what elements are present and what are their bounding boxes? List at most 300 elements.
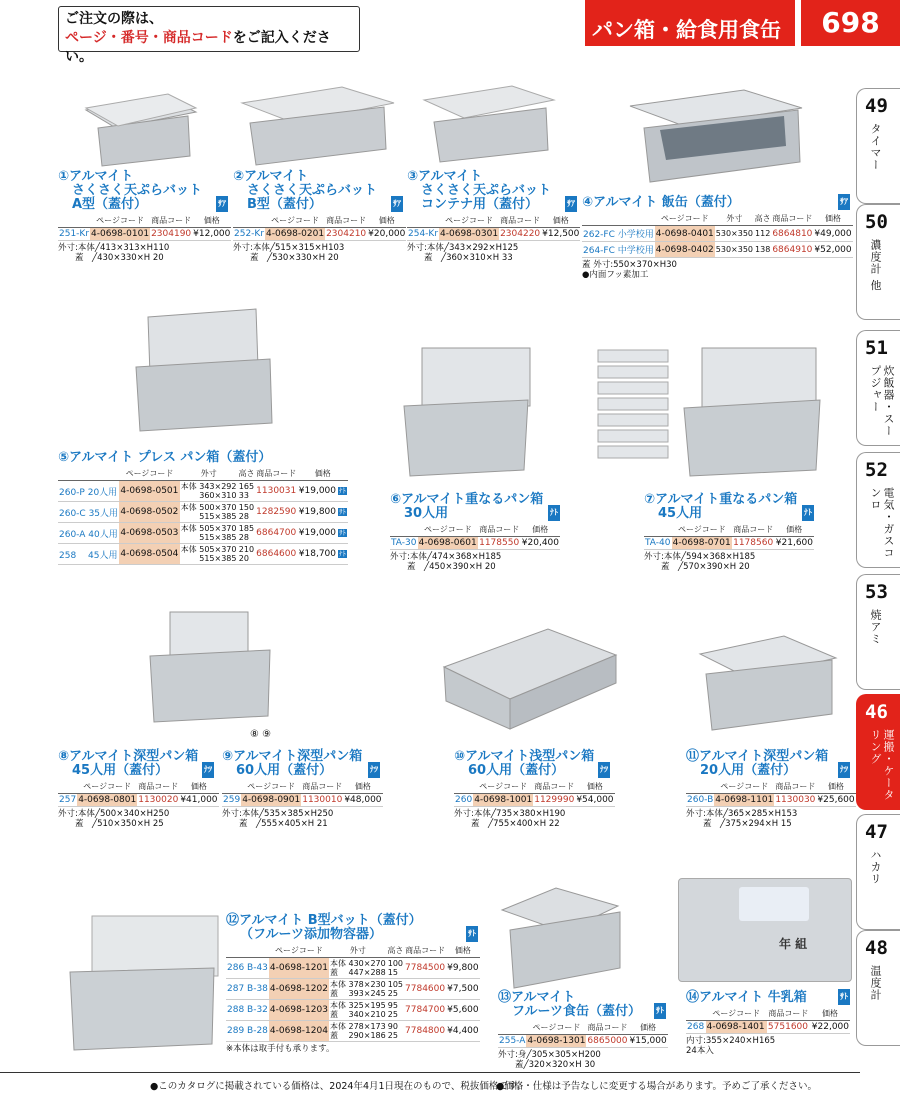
table-header: 商品コード [325,214,367,228]
table-cell: 7784500 [404,958,446,979]
table-header [686,1007,706,1021]
table-cell: 260-A 40人用 [58,523,119,544]
table-header: 高さ [238,467,255,481]
table-cell: 264-FC 中学校用 [582,242,655,258]
product-image-2 [238,65,398,169]
table-header: 商品コード [586,1021,628,1035]
table-header [454,780,473,794]
sidebar-tab-53[interactable] [856,574,900,690]
table-cell: 262-FC 小学校用 [582,226,655,242]
table-header: 商品コード [137,780,179,794]
product-title: ⑫アルマイト B型バット（蓋付） （フルーツ添加物容器） ｻﾄ [226,913,476,942]
supplier-badge: ｻｱ [391,196,403,212]
product-table [582,212,853,258]
table-cell: 1130010 [302,795,343,805]
table-cell: 258 45人用 [58,544,119,565]
table-cell: 1129990 [534,795,575,805]
table-cell: 251-Kr [59,229,90,239]
order-note-red: ページ・番号・商品コード [65,30,233,46]
table-header: 商品コード [771,212,813,226]
table-cell: 112 [754,226,771,242]
sidebar-tab-number: 51 [865,337,888,359]
table-header: ページコード [418,523,478,537]
product-table [407,214,580,241]
table-cell: 1178560 [733,538,774,548]
table-cell: 150 28 [238,503,255,521]
product-image-11 [692,632,842,734]
product-image-1 [78,72,204,167]
table-cell: ¥7,500 [446,979,480,1000]
product-spec: 外寸:本体╱474×368×H185 蓋 ╱450×390×H 20 [390,552,502,572]
product-table [454,780,615,807]
product-table [390,523,560,550]
sidebar-tab-label: 温度計 [869,965,882,1001]
table-cell: 6864700 [255,523,297,544]
table-cell: 90 25 [387,1021,404,1042]
product-table [58,214,231,241]
product-table [58,467,348,565]
product-image-3 [420,66,558,166]
table-row [226,1000,480,1021]
table-row [226,1021,480,1042]
table-header [582,212,655,226]
table-header: 外寸 [180,467,238,481]
product-table [222,780,383,807]
sidebar-tab-52[interactable] [856,452,900,568]
product-title: ⑬アルマイト フルーツ食缶（蓋付） ｻﾄ [498,990,664,1019]
table-header: ページコード [119,467,179,481]
table-header: 価格 [541,214,580,228]
table-cell: 210 20 [238,545,255,563]
product-image-7b [680,342,830,484]
product-spec: 外寸:本体╱500×340×H250 蓋 ╱510×350×H 25 [58,809,170,829]
table-cell: 138 [754,242,771,258]
table-cell: 4-0698-0504 [119,544,179,565]
table-header: 商品コード [255,467,297,481]
table-cell: ¥49,000 [813,226,852,242]
table-header: ページコード [672,523,732,537]
table-row [58,228,231,241]
sidebar-tab-number: 49 [865,95,888,117]
product-table [644,523,814,550]
table-row [407,228,580,241]
table-cell: 4-0698-0502 [119,502,179,523]
table-header: 価格 [816,780,855,794]
table-row [58,544,348,565]
product-title: ④アルマイト 飯缶（蓋付） ｻｱ [582,195,848,210]
item-4 [582,196,850,280]
table-cell: 530×350 [715,226,754,242]
product-title: ⑤アルマイト プレス パン箱（蓋付） [58,450,272,465]
table-cell: ¥4,400 [446,1021,480,1042]
order-note [58,6,360,65]
table-cell: 1130031 [255,481,297,502]
table-cell: 268 [687,1022,705,1032]
table-row [454,794,615,807]
table-header: 価格 [367,214,406,228]
table-cell: 530×350 [715,242,754,258]
item-13 [498,991,666,1070]
table-cell: TA-30 [391,538,417,548]
table-cell: 4-0698-0901 [242,795,301,805]
table-cell: ¥20,000 [368,229,406,239]
sidebar-tab-number: 47 [865,821,888,843]
product-table [498,1021,668,1048]
table-header: 価格 [446,944,480,958]
supplier-badge: ｻﾄ [339,508,346,516]
supplier-badge: ｻﾄ [339,529,346,537]
order-note-line1: ご注文の際は、 [65,11,163,27]
table-cell: 4-0698-1204 [269,1021,329,1042]
item-2 [233,169,406,263]
product-title: ⑩アルマイト浅型パン箱 60人用（蓋付） ﾅﾂ [454,749,608,778]
item-8 [58,749,218,829]
table-header: ページコード [706,1007,767,1021]
table-cell: 2304210 [326,229,367,239]
product-table [233,214,406,241]
item-7 [644,493,814,572]
table-cell: 260-P 20人用 [58,481,119,502]
supplier-badge: ｻﾄ [838,989,850,1005]
table-cell: 4-0698-1401 [706,1021,767,1034]
table-header [58,214,90,228]
product-spec: 外寸:本体╱343×292×H125 蓋 ╱360×310×H 33 [407,243,519,263]
table-cell: 165 33 [238,482,255,500]
table-header [58,467,119,481]
table-cell: 本体 505×370 515×385 [180,524,237,542]
table-cell: 105 25 [387,980,404,998]
table-cell: 1130020 [138,795,179,805]
table-header [686,780,714,794]
product-title: ③アルマイト さくさく天ぷらバット コンテナ用（蓋付） ｻｱ [407,169,575,212]
table-row [644,537,814,550]
supplier-badge: ｻﾄ [654,1003,666,1019]
sidebar-tab-46[interactable] [856,694,900,810]
category-title: パン箱・給食用食缶 [585,0,795,46]
table-cell: 288 B-32 [226,1000,269,1021]
table-cell: ¥25,600 [817,795,855,805]
table-cell: ¥9,800 [446,958,480,979]
sidebar-tab-number: 48 [865,937,888,959]
table-cell: 287 B-38 [226,979,269,1000]
table-cell: 255-A [499,1036,526,1046]
product-spec: 外寸:本体╱535×385×H250 蓋 ╱555×405×H 21 [222,809,334,829]
product-image-8-9 [146,608,276,726]
item-1 [58,169,231,263]
table-cell: ¥48,000 [344,795,382,805]
table-header: 商品コード [301,780,343,794]
table-row [582,242,853,258]
table-header: 外寸 [329,944,387,958]
sidebar-tab-label: 焼アミ [869,609,882,645]
table-row [58,794,219,807]
product-image-6 [398,344,538,482]
table-header: 価格 [343,780,382,794]
table-header: 商品コード [732,523,774,537]
table-header [644,523,672,537]
label-8-9: ⑧ ⑨ [250,729,272,740]
supplier-badge: ﾅﾂ [368,762,380,778]
table-cell: 4-0698-0501 [119,481,179,502]
table-cell: 4-0698-1001 [474,795,533,805]
item-14 [686,991,850,1056]
table-cell: 286 B-43 [226,958,269,979]
table-cell: 257 [59,795,77,805]
supplier-badge: ﾅﾄ [339,550,346,558]
product-spec: 外寸:身╱305×305×H200 蓋╱320×320×H 30 [498,1050,601,1070]
table-cell: 4-0698-1203 [269,1000,329,1021]
table-header: 価格 [629,1021,668,1035]
table-header: 商品コード [478,523,520,537]
item-3 [407,169,580,263]
table-header: ページコード [265,214,325,228]
supplier-badge: ﾅﾄ [802,505,814,521]
product-table [58,780,219,807]
table-cell: 254-Kr [408,229,439,239]
table-cell: 2304190 [151,229,192,239]
table-cell: ¥18,700 ﾅﾄ [297,544,348,565]
table-header: ページコード [241,780,301,794]
table-cell: 6864810 [771,226,813,242]
sidebar-tab-48[interactable] [856,930,900,1046]
product-spec: 外寸:本体╱515×315×H103 蓋 ╱530×330×H 20 [233,243,345,263]
product-image-12 [62,910,222,1062]
table-cell: 1282590 [255,502,297,523]
table-header [58,780,77,794]
sidebar-tab-label: 炊飯器・スープジャー [869,365,895,437]
table-cell: ¥52,000 [813,242,852,258]
footer-divider [0,1072,860,1073]
footer-left: ●このカタログに掲載されている価格は、2024年4月1日現在のもので、税抜価格です。 [150,1081,527,1092]
sidebar-tab-label: 濃度計 他 [869,239,882,292]
table-header: 商品コード [499,214,541,228]
table-cell: 4-0698-0101 [91,229,150,239]
supplier-badge: ｻｱ [565,196,577,212]
table-cell: 260-B [687,795,714,805]
supplier-badge: ﾅﾄ [339,487,346,495]
item-12 [226,914,478,1054]
table-cell: 6864600 [255,544,297,565]
table-header: 価格 [179,780,218,794]
table-header: ページコード [714,780,774,794]
table-row [390,537,560,550]
table-header: 高さ [387,944,404,958]
table-cell: ¥12,500 [542,229,580,239]
table-cell: 95 25 [387,1000,404,1021]
table-row [226,979,480,1000]
table-header: 価格 [810,1007,850,1021]
product-table [686,780,856,807]
table-header: ページコード [655,212,715,226]
order-note-rest: をご記入ください。 [65,30,331,65]
supplier-badge: ﾅﾂ [598,762,610,778]
table-row [58,481,348,502]
table-cell: 4-0698-0201 [266,229,325,239]
table-cell: 1178550 [479,538,520,548]
supplier-badge: ｻｱ [838,194,850,210]
table-cell: ¥19,000 ﾅﾄ [297,481,348,502]
table-cell: 7784600 [404,979,446,1000]
table-cell: ¥54,000 [576,795,614,805]
table-row [222,794,383,807]
product-title: ⑭アルマイト 牛乳箱 ｻﾄ [686,990,848,1005]
item-10 [454,749,614,829]
supplier-badge: ｻﾄ [466,926,478,942]
product-table [226,944,480,1042]
table-header: 価格 [575,780,614,794]
product-title: ⑨アルマイト深型パン箱 60人用（蓋付） ﾅﾂ [222,749,378,778]
supplier-badge: ｻｱ [216,196,228,212]
sidebar-tab-50[interactable] [856,204,900,320]
table-cell: 本体 378×230 蓋 393×245 [329,980,386,998]
table-header: 価格 [520,523,560,537]
table-header: 商品コード [150,214,192,228]
table-header: ページコード [439,214,499,228]
table-header [390,523,418,537]
table-header: 商品コード [767,1007,810,1021]
table-header: 高さ [754,212,771,226]
footer-right: ●価格・仕様は予告なしに変更する場合があります。予めご了承ください。 [496,1081,818,1092]
product-image-14 [678,878,852,982]
table-row [686,1021,850,1034]
table-header: 商品コード [404,944,446,958]
table-cell: 1130030 [775,795,816,805]
product-image-5 [128,305,278,435]
table-row [58,502,348,523]
table-row [498,1035,668,1048]
table-cell: 7784700 [404,1000,446,1021]
table-cell: ¥5,600 [446,1000,480,1021]
sidebar-tab-47[interactable] [856,814,900,930]
sidebar-tab-label: 運搬・ケータリング [869,729,895,801]
table-row [58,523,348,544]
table-cell: 4-0698-0301 [440,229,499,239]
product-title: ⑦アルマイト重なるパン箱 45人用 ﾅﾄ [644,492,812,521]
item-6 [390,493,560,572]
table-cell: ¥15,000 [629,1036,667,1046]
product-image-10 [440,625,620,731]
item-5 [58,451,348,565]
table-cell: 7784800 [404,1021,446,1042]
table-cell: ¥21,600 [775,538,813,548]
sidebar-tab-number: 53 [865,581,888,603]
supplier-badge: ﾅﾄ [548,505,560,521]
table-cell: 4-0698-0701 [672,538,731,548]
product-table [686,1007,850,1034]
table-cell: 4-0698-1202 [269,979,329,1000]
table-header [233,214,265,228]
product-spec: 蓋 外寸:550×370×H30 ●内面フッ素加工 [582,260,677,280]
table-cell: 252-Kr [234,229,265,239]
table-cell: 4-0698-0801 [78,795,137,805]
table-header [222,780,241,794]
product-spec: 外寸:本体╱365×285×H153 蓋 ╱375×294×H 15 [686,809,798,829]
table-header: 価格 [813,212,852,226]
table-header: ページコード [77,780,137,794]
table-header: 外寸 [715,212,754,226]
product-title: ⑥アルマイト重なるパン箱 30人用 ﾅﾄ [390,492,558,521]
table-row [226,958,480,979]
product-spec: 外寸:本体╱413×313×H110 蓋 ╱430×330×H 20 [58,243,170,263]
table-header: 価格 [297,467,348,481]
table-row [233,228,406,241]
sidebar-tab-number: 50 [865,211,888,233]
table-cell: 100 15 [387,959,404,977]
sidebar-tab-51[interactable] [856,330,900,446]
table-cell: ¥19,000 ｻﾄ [297,523,348,544]
sidebar-tab-number: 46 [865,701,888,723]
table-header: 商品コード [533,780,575,794]
table-header: 価格 [192,214,231,228]
table-cell: 260 [455,795,473,805]
table-cell: 6865000 [587,1036,628,1046]
table-header: 商品コード [774,780,816,794]
table-cell: 4-0698-1301 [527,1036,586,1046]
table-cell: 本体 278×173 蓋 290×186 [329,1022,386,1040]
table-cell: 5751600 [767,1022,809,1032]
table-cell: 260-C 35人用 [58,502,119,523]
product-image-4 [620,86,810,186]
box-label: 年 組 [779,937,808,951]
page-number: 698 [795,0,900,46]
table-cell: 4-0698-0503 [119,523,179,544]
table-cell: ¥19,800 ｻﾄ [297,502,348,523]
table-cell: 259 [223,795,241,805]
table-cell: TA-40 [645,538,671,548]
product-image-13 [496,884,632,994]
sidebar-tab-label: タイマー [869,123,882,171]
table-cell: 4-0698-0402 [655,242,715,258]
table-row [686,794,856,807]
supplier-badge: ﾅﾂ [202,762,214,778]
table-row [582,226,853,242]
table-cell: ¥20,400 [521,538,559,548]
product-title: ②アルマイト さくさく天ぷらバット B型（蓋付） ｻｱ [233,169,401,212]
sidebar-tab-label: ハカリ [869,849,882,885]
table-cell: 4-0698-1101 [715,795,774,805]
table-cell: 4-0698-1201 [269,958,329,979]
product-title: ⑪アルマイト深型パン箱 20人用（蓋付） ﾅﾂ [686,749,848,778]
product-spec: 内寸:355×240×H165 24本入 [686,1036,776,1056]
table-header: 価格 [774,523,814,537]
table-cell: 本体 500×370 515×385 [180,503,237,521]
product-spec: 外寸:本体╱594×368×H185 蓋 ╱570×390×H 20 [644,552,756,572]
table-header [407,214,439,228]
table-header [226,944,269,958]
table-cell: 2304220 [500,229,541,239]
product-title: ⑧アルマイト深型パン箱 45人用（蓋付） ﾅﾂ [58,749,212,778]
table-cell: 4-0698-0401 [655,226,715,242]
table-cell: 185 28 [238,524,255,542]
table-cell: ¥12,000 [193,229,231,239]
table-cell: 本体 505×370 515×385 [180,545,237,563]
table-cell: ¥41,000 [180,795,218,805]
sidebar-tab-number: 52 [865,459,888,481]
sidebar-tab-49[interactable] [856,88,900,204]
table-header: ページコード [473,780,533,794]
table-cell: ¥22,000 [811,1022,849,1032]
table-cell: 6864910 [771,242,813,258]
table-cell: 本体 325×195 蓋 340×210 [329,1001,386,1019]
table-header: ページコード [269,944,329,958]
supplier-badge: ﾅﾂ [838,762,850,778]
product-spec: 外寸:本体╱735×380×H190 蓋 ╱755×400×H 22 [454,809,566,829]
sidebar-tab-label: 電気・ガスコンロ [869,487,895,559]
table-cell: 本体 343×292 360×310 [180,482,237,500]
table-header: ページコード [90,214,150,228]
table-cell: 289 B-28 [226,1021,269,1042]
table-cell: 本体 430×270 蓋 447×288 [329,959,386,977]
